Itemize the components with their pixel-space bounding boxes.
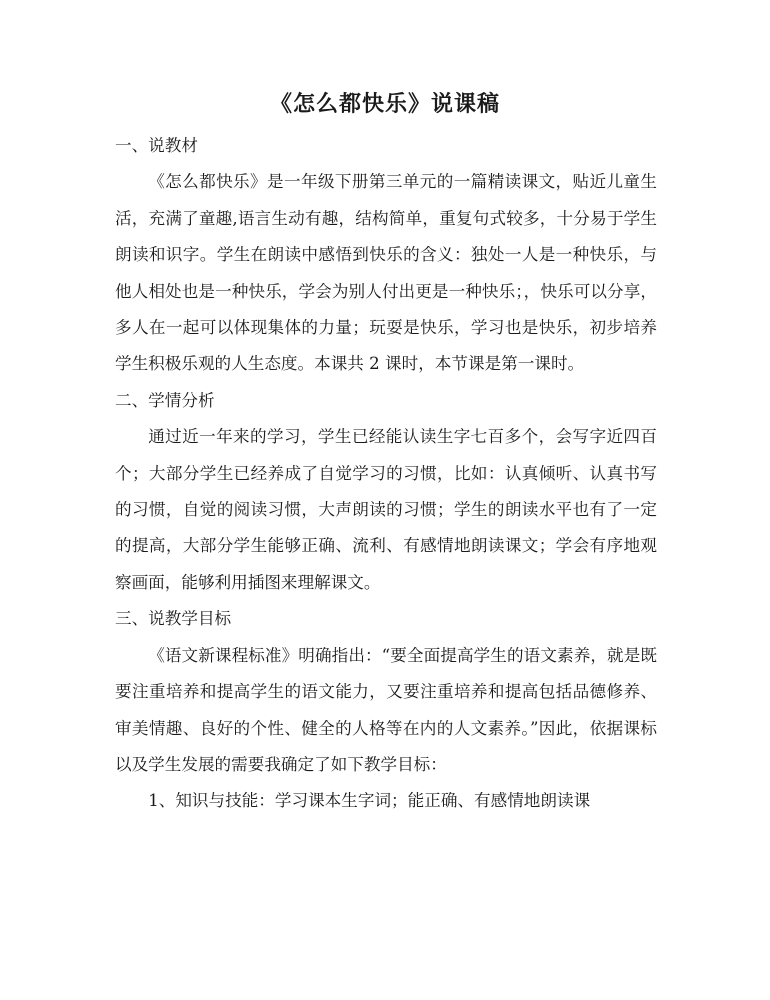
paragraph-teaching-goals: 《语文新课程标准》明确指出：“要全面提高学生的语文素养，就是既要注重培养和提高学生的语文能力，又要注重培养和提高包括品德修养、审美情趣、良好的个性、健全的人格等在内的人文素养。”因此，依据课标以及学生发展的需要我确定了如下教学目标： [115,645,657,774]
section-heading-student-analysis: 二、学情分析 [115,390,215,410]
goal-item-knowledge-skills: 1、知识与技能：学习课本生字词；能正确、有感情地朗读课 [148,791,591,811]
document-body [115,128,657,820]
paragraph-textbook: 《怎么都快乐》是一年级下册第三单元的一篇精读课文，贴近儿童生活，充满了童趣,语言生动有趣，结构简单，重复句式较多，十分易于学生朗读和识字。学生在朗读中感悟到快乐的含义：独处一人是一种快乐，与他人相处也是一种快乐，学会为别人付出更是一种快乐；，快乐可以分享，多人在一起可以体现集体的力量；玩耍是快乐，学习也是快乐，初步培养学生积极乐观的人生态度。本课共 2 课时，本节课是第一课时。 [115,172,657,374]
document-title: 《怎么都快乐》说课稿 [269,91,500,117]
section-heading-textbook: 一、说教材 [115,136,198,155]
section-heading-teaching-goals: 三、说教学目标 [115,609,232,629]
paragraph-student-analysis: 通过近一年来的学习，学生已经能认读生字七百多个，会写字近四百个；大部分学生已经养成了自觉学习的习惯，比如：认真倾听、认真书写的习惯，自觉的阅读习惯，大声朗读的习惯；学生的朗读水平也有了一定的提高，大部分学生能够正确、流利、有感情地朗读课文；学会有序地观察画面，能够利用插图来理解课文。 [115,427,657,592]
